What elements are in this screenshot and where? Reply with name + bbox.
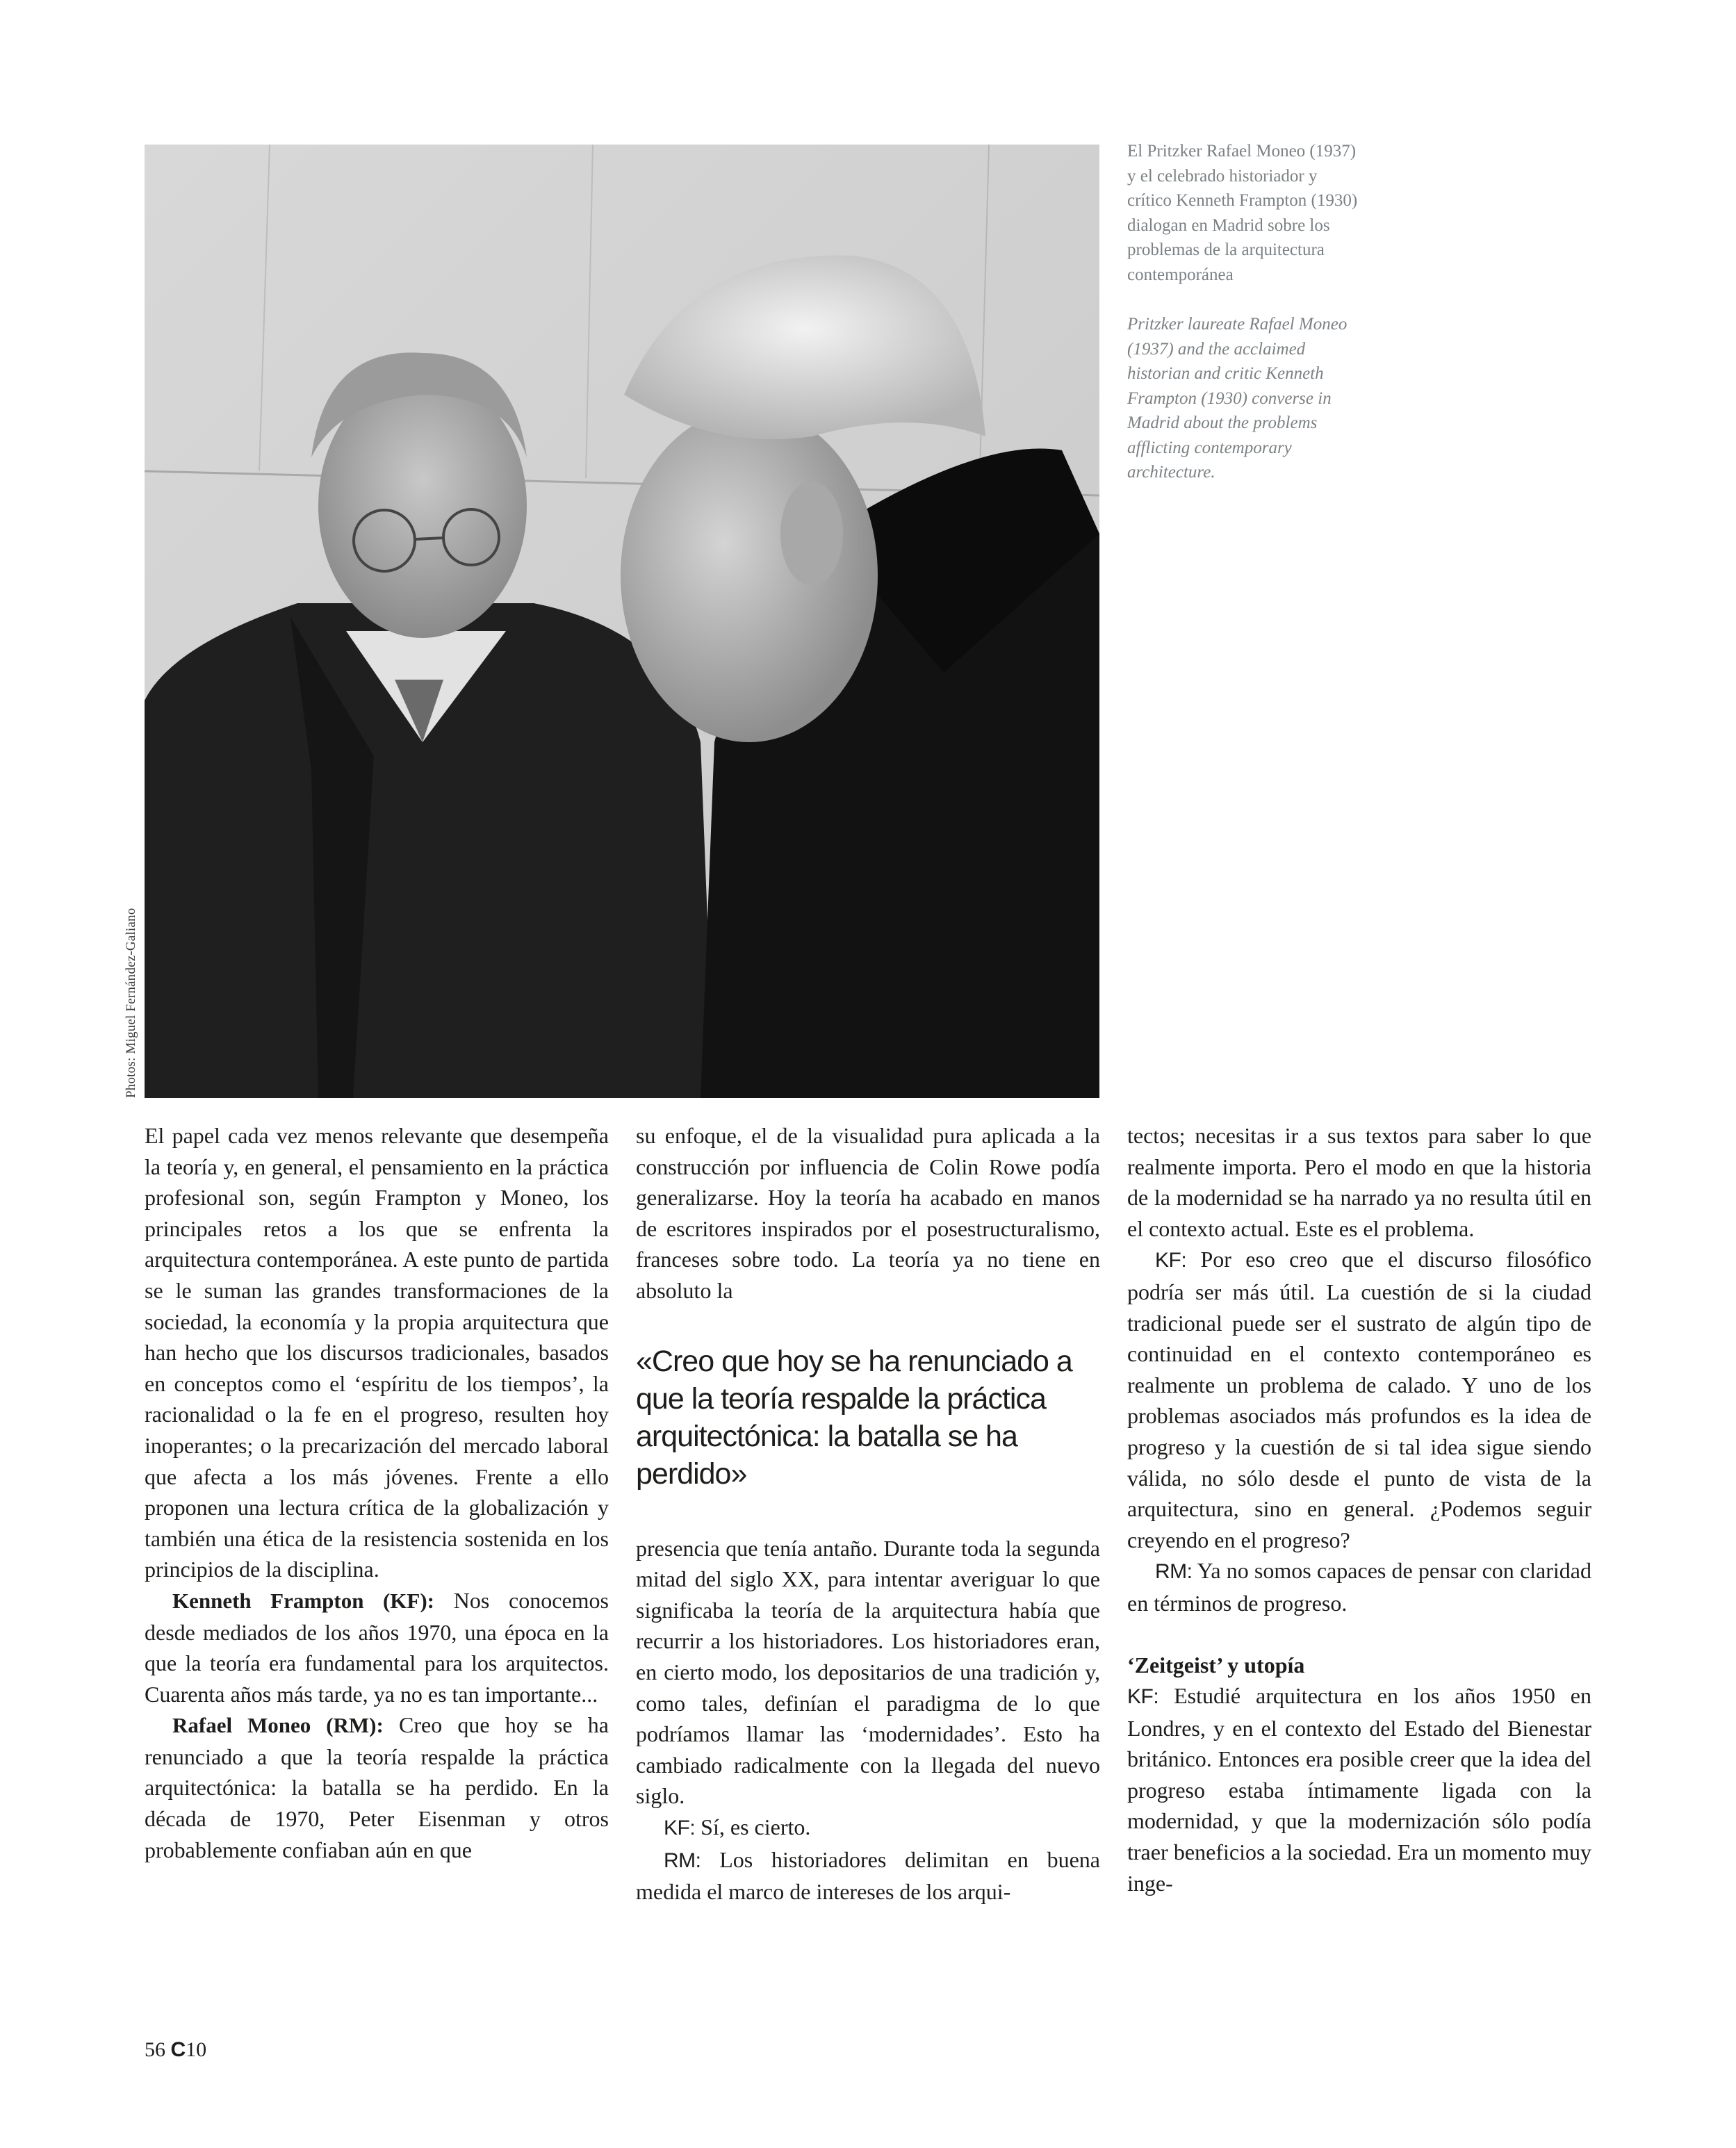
- kf-answer-paragraph: [145, 1585, 609, 1710]
- kf-answer-paragraph: [1127, 1244, 1591, 1555]
- kf-text: Sí, es cierto.: [695, 1814, 811, 1839]
- speaker-label-rm: Rafael Moneo (RM):: [172, 1713, 384, 1738]
- photo-credit: Photos: Miguel Fernández-Galiano: [124, 908, 138, 1098]
- portrait-photo: [145, 145, 1099, 1098]
- page-number: 56: [145, 2038, 165, 2061]
- rm-text: Ya no somos capaces de pensar con claridad en términos de progreso.: [1127, 1558, 1591, 1616]
- speaker-label-rm: RM:: [1155, 1560, 1193, 1584]
- speaker-label-kf: KF:: [1155, 1249, 1187, 1272]
- photo-illustration: [145, 145, 1099, 1098]
- issue-number: 10: [186, 2038, 207, 2061]
- body-paragraph: su enfoque, el de la visualidad pura aplicada a la construcción por influencia de Colin Rowe podía generalizarse. Hoy la teoría ha acabado en manos de escritores inspirados por el posestructuralismo, franceses sobre todo. La teoría ya no tiene en absoluto la: [636, 1123, 1100, 1303]
- rm-answer-paragraph: [145, 1710, 609, 1865]
- caption-english: Pritzker laureate Rafael Moneo (1937) and the acclaimed historian and critic Kenneth Frampton (1930) converse in Madrid about the problems afflicting contemporary architecture.: [1127, 315, 1348, 482]
- speaker-label-kf: KF:: [664, 1816, 696, 1839]
- article-column-2: [636, 1120, 1100, 1908]
- article-column-1: [145, 1120, 609, 1865]
- body-paragraph: tectos; necesitas ir a sus textos para saber lo que realmente importa. Pero el modo en que la historia de la modernidad se ha narrado ya no resulta útil en el contexto actual. Este es el problema.: [1127, 1123, 1591, 1241]
- magazine-logo: C: [170, 2038, 186, 2061]
- kf-text: Por eso creo que el discurso filosófico podría ser más útil. La cuestión de si la ciudad tradicional puede ser el sustrato de algún tipo de continuidad en el contexto contemporáneo es realmente un problema de calado. Y uno de los problemas asociados más profundos es la idea de progreso y la cuestión de si tal idea sigue siendo válida, no sólo desde el punto de vista de la arquitectura, sino en general. ¿Podemos seguir creyendo en el progreso?: [1127, 1247, 1591, 1552]
- kf-answer-paragraph: [1127, 1680, 1591, 1899]
- rm-text: Creo que hoy se ha renunciado a que la teoría respalde la práctica arquitectónica: la batalla se ha perdido. En la década de 1970, Peter Eisenman y otros probablemente confiaban aún en que: [145, 1712, 609, 1862]
- article-column-3: [1127, 1120, 1591, 1899]
- page-folio: [145, 2038, 206, 2062]
- pull-quote: «Creo que hoy se ha renunciado a que la teoría respalde la práctica arquitectónica: la batalla se ha perdido»: [636, 1344, 1072, 1491]
- intro-paragraph: El papel cada vez menos relevante que desempeña la teoría y, en general, el pensamiento en la práctica profesional son, según Frampton y Moneo, los principales retos a los que se enfrenta la arquitectura contemporánea. A este punto de partida se le suman las grandes transformaciones de la sociedad, la economía y la propia arquitectura que han hecho que los discursos tradicionales, basados en conceptos como el ‘espíritu de los tiempos’, la racionalidad o la fe en el progreso, resulten hoy inoperantes; o la precarización del mercado laboral que afecta a los más jóvenes. Frente a ello proponen una lectura crítica de la globalización y también una ética de la resistencia sostenida en los principios de la disciplina.: [145, 1123, 609, 1582]
- kf-answer-paragraph: [636, 1812, 1100, 1844]
- photo-caption: [1127, 139, 1364, 485]
- caption-spanish: El Pritzker Rafael Moneo (1937) y el celebrado historiador y crítico Kenneth Frampton (1930) dialogan en Madrid sobre los problemas de la arquitectura contemporánea: [1127, 142, 1358, 284]
- kf-text: Estudié arquitectura en los años 1950 en Londres, y en el contexto del Estado del Bienestar británico. Entonces era posible creer que la idea del progreso estaba íntimamente ligada con la modernidad, y que la modernización sólo podía traer beneficios a la sociedad. Era un momento muy inge-: [1127, 1683, 1591, 1896]
- rm-answer-paragraph: [636, 1844, 1100, 1908]
- speaker-label-rm: RM:: [664, 1848, 701, 1872]
- rm-answer-paragraph: [1127, 1555, 1591, 1618]
- speaker-label-kf: KF:: [1127, 1685, 1159, 1709]
- kf-text: Nos conocemos desde mediados de los años 1970, una época en la que la teoría era fundamental para los arquitectos. Cuarenta años más tarde, ya no es tan importante...: [145, 1587, 609, 1707]
- speaker-label-kf: Kenneth Frampton (KF):: [172, 1588, 434, 1613]
- body-paragraph: presencia que tenía antaño. Durante toda la segunda mitad del siglo XX, para intentar averiguar lo que significaba la teoría de la arquitectura había que recurrir a los historiadores. Los historiadores eran, en cierto modo, los depositarios de una tradición y, como tales, definían el paradigma de lo que podríamos llamar las ‘modernidades’. Esto ha cambiado radicalmente con la llegada del nuevo siglo.: [636, 1535, 1100, 1809]
- section-subheading: ‘Zeitgeist’ y utopía: [1127, 1652, 1305, 1678]
- rm-text: Los historiadores delimitan en buena medida el marco de intereses de los arqui-: [636, 1846, 1100, 1905]
